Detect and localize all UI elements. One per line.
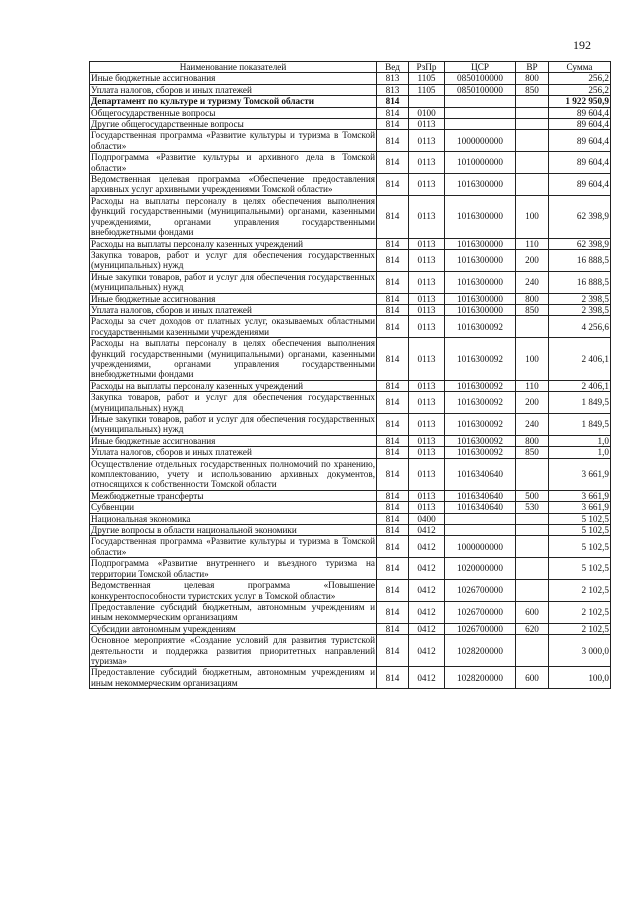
cell-vr: 240 <box>516 271 549 293</box>
cell-name: Другие общегосударственные вопросы <box>90 119 377 130</box>
cell-vr <box>516 107 549 118</box>
cell-sum: 3 000,0 <box>549 635 611 667</box>
cell-vr <box>516 316 549 338</box>
budget-table <box>89 61 611 689</box>
cell-vr: 200 <box>516 392 549 414</box>
cell-ved: 814 <box>377 601 409 623</box>
cell-sum: 16 888,5 <box>549 249 611 271</box>
cell-ved: 814 <box>377 580 409 602</box>
cell-csr <box>445 96 516 107</box>
cell-csr: 1000000000 <box>445 536 516 558</box>
table-row <box>90 152 611 174</box>
cell-ved: 814 <box>377 130 409 152</box>
table-row <box>90 304 611 315</box>
table-row <box>90 338 611 381</box>
header-csr: ЦСР <box>445 62 516 73</box>
cell-sum: 89 604,4 <box>549 107 611 118</box>
cell-sum: 2 406,1 <box>549 338 611 381</box>
cell-name: Ведомственная целевая программа «Обеспечение предоставления архивных услуг архивными учреждениями Томской области» <box>91 174 375 195</box>
cell-name: Расходы на выплаты персоналу казенных учреждений <box>90 238 377 249</box>
table-row <box>90 458 611 490</box>
cell-rzpr: 0113 <box>409 414 445 436</box>
cell-csr: 1016300092 <box>445 392 516 414</box>
cell-sum: 1 922 950,9 <box>549 96 611 107</box>
cell-ved: 813 <box>377 84 409 95</box>
table-row <box>90 502 611 513</box>
cell-rzpr: 0113 <box>409 447 445 458</box>
table-row <box>90 107 611 118</box>
table-row <box>90 84 611 95</box>
cell-vr: 620 <box>516 623 549 634</box>
table-row <box>90 380 611 391</box>
table-row <box>90 119 611 130</box>
cell-name: Общегосударственные вопросы <box>90 107 377 118</box>
cell-ved: 814 <box>377 316 409 338</box>
cell-vr <box>516 458 549 490</box>
table-row <box>90 536 611 558</box>
cell-ved: 814 <box>377 414 409 436</box>
cell-name: Осуществление отдельных государственных полномочий по хранению, комплектованию, учету и использованию архивных документов, относящихся к собственности Томской области <box>91 458 375 490</box>
table-body <box>90 73 611 689</box>
cell-ved: 814 <box>377 447 409 458</box>
cell-ved: 814 <box>377 635 409 667</box>
cell-sum: 3 661,9 <box>549 458 611 490</box>
cell-csr: 1016300000 <box>445 271 516 293</box>
cell-ved: 814 <box>377 238 409 249</box>
cell-ved: 814 <box>377 152 409 174</box>
cell-sum: 5 102,5 <box>549 525 611 536</box>
table-row <box>90 96 611 107</box>
cell-vr: 850 <box>516 84 549 95</box>
cell-vr: 110 <box>516 238 549 249</box>
table-row <box>90 525 611 536</box>
cell-vr: 100 <box>516 195 549 238</box>
cell-vr: 800 <box>516 435 549 446</box>
cell-vr: 200 <box>516 249 549 271</box>
cell-csr: 1010000000 <box>445 152 516 174</box>
cell-rzpr: 0113 <box>409 392 445 414</box>
cell-name: Расходы на выплаты персоналу казенных учреждений <box>90 380 377 391</box>
cell-csr: 1016300092 <box>445 447 516 458</box>
cell-sum: 1 849,5 <box>549 414 611 436</box>
table-row <box>90 293 611 304</box>
table-header-row <box>90 62 611 73</box>
header-vr: ВР <box>516 62 549 73</box>
cell-vr: 600 <box>516 667 549 689</box>
cell-rzpr: 0412 <box>409 635 445 667</box>
cell-ved: 814 <box>377 195 409 238</box>
table-row <box>90 271 611 293</box>
cell-ved: 814 <box>377 107 409 118</box>
cell-ved: 814 <box>377 623 409 634</box>
cell-csr: 1028200000 <box>445 667 516 689</box>
table-row <box>90 447 611 458</box>
cell-vr <box>516 513 549 524</box>
cell-name: Расходы на выплаты персоналу в целях обеспечения выполнения функций государственными (муниципальными) органами, казенными учреждениями, органами управления государственными внебюджетными фондами <box>91 338 375 380</box>
cell-rzpr: 0113 <box>409 174 445 196</box>
cell-rzpr: 0100 <box>409 107 445 118</box>
table-row <box>90 73 611 84</box>
cell-rzpr: 0113 <box>409 152 445 174</box>
cell-csr: 1016300092 <box>445 414 516 436</box>
cell-ved: 814 <box>377 490 409 501</box>
cell-ved: 814 <box>377 119 409 130</box>
table-row <box>90 558 611 580</box>
cell-sum: 62 398,9 <box>549 238 611 249</box>
cell-csr: 1016340640 <box>445 490 516 501</box>
cell-vr: 800 <box>516 73 549 84</box>
cell-name: Уплата налогов, сборов и иных платежей <box>90 304 377 315</box>
cell-csr: 1016300092 <box>445 338 516 381</box>
cell-sum: 5 102,5 <box>549 558 611 580</box>
table-row <box>90 316 611 338</box>
cell-ved: 814 <box>377 271 409 293</box>
cell-name: Закупка товаров, работ и услуг для обеспечения государственных (муниципальных) нужд <box>91 392 375 413</box>
table-row <box>90 513 611 524</box>
cell-csr: 1016300000 <box>445 249 516 271</box>
cell-ved: 814 <box>377 502 409 513</box>
cell-rzpr: 0412 <box>409 623 445 634</box>
cell-csr: 0850100000 <box>445 73 516 84</box>
cell-name: Другие вопросы в области национальной экономики <box>90 525 377 536</box>
cell-rzpr: 0113 <box>409 502 445 513</box>
cell-ved: 814 <box>377 435 409 446</box>
cell-name: Закупка товаров, работ и услуг для обеспечения государственных (муниципальных) нужд <box>91 249 375 271</box>
cell-sum: 2 406,1 <box>549 380 611 391</box>
header-ved: Вед <box>377 62 409 73</box>
cell-rzpr: 0113 <box>409 304 445 315</box>
cell-vr: 600 <box>516 601 549 623</box>
table-row <box>90 623 611 634</box>
cell-vr <box>516 580 549 602</box>
cell-ved: 814 <box>377 392 409 414</box>
cell-vr: 110 <box>516 380 549 391</box>
cell-vr <box>516 119 549 130</box>
cell-name: Иные закупки товаров, работ и услуг для обеспечения государственных (муниципальных) нужд <box>91 271 375 293</box>
table-row <box>90 174 611 196</box>
table-row <box>90 435 611 446</box>
cell-ved: 814 <box>377 667 409 689</box>
cell-ved: 814 <box>377 174 409 196</box>
cell-rzpr: 0412 <box>409 558 445 580</box>
cell-sum: 256,2 <box>549 73 611 84</box>
cell-csr: 1016300000 <box>445 238 516 249</box>
cell-sum: 1,0 <box>549 435 611 446</box>
cell-sum: 5 102,5 <box>549 513 611 524</box>
table-row <box>90 392 611 414</box>
cell-csr: 1016300000 <box>445 195 516 238</box>
cell-rzpr: 0412 <box>409 525 445 536</box>
cell-name: Расходы за счет доходов от платных услуг, оказываемых областными государственными казенными учреждениями <box>91 316 375 337</box>
cell-vr: 500 <box>516 490 549 501</box>
cell-name: Департамент по культуре и туризму Томской области <box>90 96 377 107</box>
cell-csr: 1016300092 <box>445 316 516 338</box>
cell-rzpr: 0412 <box>409 580 445 602</box>
cell-csr: 1026700000 <box>445 623 516 634</box>
cell-ved: 813 <box>377 73 409 84</box>
cell-name: Иные бюджетные ассигнования <box>90 293 377 304</box>
cell-rzpr: 0113 <box>409 249 445 271</box>
cell-name: Иные закупки товаров, работ и услуг для обеспечения государственных (муниципальных) нужд <box>91 414 375 435</box>
cell-name: Предоставление субсидий бюджетным, автономным учреждениям и иным некоммерческим организациям <box>91 667 375 688</box>
cell-ved: 814 <box>377 458 409 490</box>
cell-rzpr: 0113 <box>409 490 445 501</box>
cell-csr: 1020000000 <box>445 558 516 580</box>
cell-csr: 1016300000 <box>445 174 516 196</box>
cell-name: Субвенции <box>90 502 377 513</box>
cell-sum: 2 102,5 <box>549 580 611 602</box>
cell-sum: 16 888,5 <box>549 271 611 293</box>
cell-csr <box>445 513 516 524</box>
cell-vr <box>516 130 549 152</box>
cell-rzpr <box>409 96 445 107</box>
cell-sum: 4 256,6 <box>549 316 611 338</box>
cell-vr: 240 <box>516 414 549 436</box>
cell-vr <box>516 635 549 667</box>
cell-sum: 89 604,4 <box>549 130 611 152</box>
cell-rzpr: 0113 <box>409 130 445 152</box>
cell-sum: 5 102,5 <box>549 536 611 558</box>
cell-vr <box>516 558 549 580</box>
cell-rzpr: 0113 <box>409 380 445 391</box>
cell-rzpr: 0113 <box>409 316 445 338</box>
cell-vr <box>516 96 549 107</box>
cell-rzpr: 0412 <box>409 667 445 689</box>
cell-sum: 3 661,9 <box>549 490 611 501</box>
cell-csr: 1026700000 <box>445 580 516 602</box>
cell-rzpr: 0113 <box>409 119 445 130</box>
cell-vr: 530 <box>516 502 549 513</box>
cell-sum: 2 398,5 <box>549 304 611 315</box>
cell-ved: 814 <box>377 96 409 107</box>
cell-sum: 2 102,5 <box>549 601 611 623</box>
cell-name: Уплата налогов, сборов и иных платежей <box>90 447 377 458</box>
cell-csr <box>445 525 516 536</box>
cell-rzpr: 0113 <box>409 271 445 293</box>
cell-rzpr: 0113 <box>409 293 445 304</box>
cell-csr: 1016340640 <box>445 502 516 513</box>
cell-sum: 89 604,4 <box>549 119 611 130</box>
cell-csr: 0850100000 <box>445 84 516 95</box>
cell-ved: 814 <box>377 536 409 558</box>
table-row <box>90 580 611 602</box>
cell-name: Межбюджетные трансферты <box>90 490 377 501</box>
table-row <box>90 601 611 623</box>
cell-csr: 1016300092 <box>445 380 516 391</box>
cell-rzpr: 0113 <box>409 195 445 238</box>
cell-csr: 1016300000 <box>445 293 516 304</box>
cell-name: Ведомственная целевая программа «Повышение конкурентоспособности туристских услуг в Томской области» <box>91 580 375 601</box>
cell-ved: 814 <box>377 513 409 524</box>
table-row <box>90 249 611 271</box>
cell-vr: 100 <box>516 338 549 381</box>
cell-name: Национальная экономика <box>90 513 377 524</box>
cell-csr: 1016300000 <box>445 304 516 315</box>
cell-name: Подпрограмма «Развитие внутреннего и въездного туризма на территории Томской области» <box>91 558 375 579</box>
cell-sum: 1 849,5 <box>549 392 611 414</box>
cell-ved: 814 <box>377 558 409 580</box>
table-row <box>90 635 611 667</box>
cell-name: Предоставление субсидий бюджетным, автономным учреждениям и иным некоммерческим организациям <box>91 601 375 623</box>
cell-csr: 1016340640 <box>445 458 516 490</box>
cell-name: Иные бюджетные ассигнования <box>90 435 377 446</box>
cell-vr <box>516 536 549 558</box>
cell-rzpr: 0113 <box>409 458 445 490</box>
cell-name: Основное мероприятие «Создание условий для развития туристской деятельности и поддержка развития приоритетных направлений туризма» <box>91 635 375 666</box>
cell-sum: 100,0 <box>549 667 611 689</box>
cell-name: Государственная программа «Развитие культуры и туризма в Томской области» <box>91 536 375 557</box>
table-row <box>90 195 611 238</box>
cell-sum: 89 604,4 <box>549 152 611 174</box>
cell-csr: 1000000000 <box>445 130 516 152</box>
cell-rzpr: 0412 <box>409 536 445 558</box>
cell-ved: 814 <box>377 249 409 271</box>
cell-ved: 814 <box>377 293 409 304</box>
cell-vr <box>516 152 549 174</box>
cell-vr: 800 <box>516 293 549 304</box>
cell-csr <box>445 107 516 118</box>
header-name: Наименование показателей <box>90 62 377 73</box>
cell-name: Государственная программа «Развитие культуры и туризма в Томской области» <box>91 130 375 151</box>
table-row <box>90 238 611 249</box>
cell-rzpr: 0113 <box>409 338 445 381</box>
cell-csr: 1028200000 <box>445 635 516 667</box>
cell-rzpr: 0412 <box>409 601 445 623</box>
cell-csr: 1016300092 <box>445 435 516 446</box>
cell-vr <box>516 174 549 196</box>
cell-sum: 2 398,5 <box>549 293 611 304</box>
cell-vr: 850 <box>516 447 549 458</box>
table-row <box>90 490 611 501</box>
cell-csr: 1026700000 <box>445 601 516 623</box>
cell-sum: 2 102,5 <box>549 623 611 634</box>
cell-sum: 256,2 <box>549 84 611 95</box>
cell-vr <box>516 525 549 536</box>
cell-rzpr: 1105 <box>409 73 445 84</box>
cell-rzpr: 0400 <box>409 513 445 524</box>
cell-sum: 1,0 <box>549 447 611 458</box>
cell-ved: 814 <box>377 525 409 536</box>
cell-vr: 850 <box>516 304 549 315</box>
cell-ved: 814 <box>377 304 409 315</box>
cell-sum: 89 604,4 <box>549 174 611 196</box>
cell-rzpr: 0113 <box>409 435 445 446</box>
header-sum: Сумма <box>549 62 611 73</box>
cell-csr <box>445 119 516 130</box>
table-row <box>90 414 611 436</box>
cell-ved: 814 <box>377 338 409 381</box>
cell-name: Субсидии автономным учреждениям <box>90 623 377 634</box>
cell-sum: 62 398,9 <box>549 195 611 238</box>
cell-name: Иные бюджетные ассигнования <box>90 73 377 84</box>
table-row <box>90 130 611 152</box>
cell-ved: 814 <box>377 380 409 391</box>
page-number: 192 <box>573 38 591 52</box>
cell-rzpr: 0113 <box>409 238 445 249</box>
header-rzpr: РзПр <box>409 62 445 73</box>
cell-name: Расходы на выплаты персоналу в целях обеспечения выполнения функций государственными (муниципальными) органами, казенными учреждениями, органами управления государственными внебюджетными фондами <box>91 195 375 238</box>
cell-sum: 3 661,9 <box>549 502 611 513</box>
cell-name: Уплата налогов, сборов и иных платежей <box>90 84 377 95</box>
cell-rzpr: 1105 <box>409 84 445 95</box>
table-row <box>90 667 611 689</box>
cell-name: Подпрограмма «Развитие культуры и архивного дела в Томской области» <box>91 152 375 173</box>
